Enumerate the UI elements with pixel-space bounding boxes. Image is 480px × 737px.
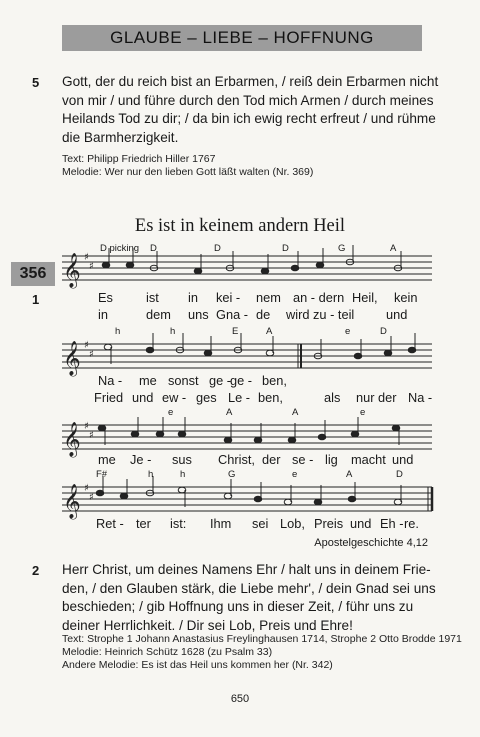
svg-text:♯: ♯	[84, 340, 89, 351]
chord: A	[292, 407, 299, 418]
svg-text:♯: ♯	[89, 261, 94, 272]
svg-text:♯: ♯	[84, 483, 89, 494]
verse-5-number: 5	[32, 75, 40, 90]
chord: E	[232, 326, 239, 337]
chord: D	[282, 243, 289, 254]
lyric: ge -	[230, 373, 253, 388]
lyric: Ret -	[96, 516, 124, 531]
lyric: se -	[292, 452, 314, 467]
lyric: ter	[136, 516, 151, 531]
verse-2-line: Herr Christ, um deines Namens Ehr / halt uns in deinem Frie-	[62, 562, 431, 577]
chord: e	[345, 326, 351, 337]
lyric: Na -	[408, 390, 433, 405]
lyric: re.	[404, 516, 419, 531]
credit-text: Text: Strophe 1 Johann Anastasius Freylinghausen 1714, Strophe 2 Otto Brodde 1971	[62, 633, 462, 645]
lyric: und	[350, 516, 372, 531]
verse-5-line: von mir / und führe durch den Tod mich Armen / durch meines	[62, 92, 434, 108]
hymn-number: 356	[11, 262, 55, 286]
lyric: Eh -	[380, 516, 404, 531]
verse-2-line: deiner Herrlichkeit. / Dir sei Lob, Preis und Ehre!	[62, 617, 353, 633]
lyric: in	[98, 307, 108, 322]
lyric: dem	[146, 307, 171, 322]
lyric: ges	[196, 390, 217, 405]
lyric: in	[188, 290, 198, 305]
lyric: Preis	[314, 516, 344, 531]
chord: h	[180, 469, 186, 480]
chord: G	[228, 469, 236, 480]
svg-text:♯: ♯	[84, 421, 89, 432]
lyric: Fried	[94, 390, 124, 405]
section-title: GLAUBE – LIEBE – HOFFNUNG	[110, 28, 374, 47]
lyric: ge -	[209, 373, 232, 388]
credit-melody: Melodie: Heinrich Schütz 1628 (zu Psalm 33)	[62, 646, 273, 658]
lyric: ben,	[258, 390, 283, 405]
lyric: uns	[188, 307, 209, 322]
chord: e	[360, 407, 366, 418]
verse-5-line: Gott, der du reich bist an Erbarmen, / reiß dein Erbarmen nicht	[62, 74, 439, 89]
stanza-1-number: 1	[32, 292, 40, 307]
lyric: ew -	[162, 390, 187, 405]
lyric: nem	[256, 290, 281, 305]
lyric: als	[324, 390, 341, 405]
lyric: ben,	[262, 373, 287, 388]
verse-2-number: 2	[32, 563, 40, 578]
lyric: ist	[146, 290, 159, 305]
svg-text:♯: ♯	[89, 349, 94, 360]
svg-text:𝄞: 𝄞	[63, 253, 81, 288]
lyric: an - dern	[293, 290, 345, 305]
chord: D	[150, 243, 157, 254]
chord: D picking	[100, 243, 140, 254]
lyric: sei	[252, 516, 269, 531]
svg-text:♯: ♯	[89, 430, 94, 441]
credit-melody: Melodie: Wer nur den lieben Gott läßt walten (Nr. 369)	[62, 166, 314, 178]
lyric: Lob,	[280, 516, 305, 531]
chord: e	[292, 469, 298, 480]
lyric: der	[262, 452, 281, 467]
lyric: me	[98, 452, 116, 467]
chord: A	[226, 407, 233, 418]
scripture-reference: Apostelgeschichte 4,12	[314, 537, 428, 549]
lyric: Christ,	[218, 452, 255, 467]
lyric: Le -	[228, 390, 251, 405]
lyric: und	[132, 390, 154, 405]
svg-text:𝄞: 𝄞	[63, 422, 81, 457]
page-number: 650	[230, 693, 250, 705]
lyric: macht	[351, 452, 386, 467]
chord: h	[115, 326, 121, 337]
lyric: kein	[394, 290, 418, 305]
verse-2-line: den, / den Glauben stärk, die Liebe mehr', / dein Gnad sei uns	[62, 580, 436, 596]
chord: h	[170, 326, 176, 337]
chord: D	[396, 469, 403, 480]
chord: D	[214, 243, 221, 254]
svg-text:♯: ♯	[84, 252, 89, 263]
chord: e	[168, 407, 174, 418]
verse-5-line: Heilands Tod zu dir; / da bin ich ewig recht erfreut / und rühme	[62, 111, 436, 126]
credit-text: Text: Philipp Friedrich Hiller 1767	[62, 153, 216, 165]
lyric: Es	[98, 290, 113, 305]
verse-2-credits	[62, 633, 462, 672]
svg-text:𝄞: 𝄞	[63, 341, 81, 376]
lyric: Ihm	[210, 516, 232, 531]
lyric: sus	[172, 452, 192, 467]
lyric: wird zu - teil	[286, 307, 355, 322]
credit-alt-melody: Andere Melodie: Es ist das Heil uns kommen her (Nr. 342)	[62, 659, 333, 671]
lyric: lig	[325, 452, 338, 467]
chord: A	[390, 243, 397, 254]
lyric: ist:	[170, 516, 187, 531]
lyric: Heil,	[352, 290, 378, 305]
chord: G	[338, 243, 346, 254]
verse-5-line: die Barmherzigkeit.	[62, 129, 179, 145]
chord: A	[266, 326, 273, 337]
lyric: me	[139, 373, 157, 388]
lyric: sonst	[168, 373, 199, 388]
lyric: de	[256, 307, 271, 322]
chord: h	[148, 469, 154, 480]
lyric: Je -	[130, 452, 152, 467]
svg-text:𝄞: 𝄞	[63, 484, 81, 519]
lyric: Na -	[98, 373, 123, 388]
verse-2-text	[62, 561, 442, 635]
chord: F#	[96, 469, 108, 480]
lyric: Gna -	[216, 307, 249, 322]
verse-2-line: beschieden; / gib Hoffnung uns in dieser Zeit, / führ uns zu	[62, 599, 414, 614]
lyric: nur der	[356, 390, 397, 405]
lyric: und	[386, 307, 408, 322]
lyric: und	[392, 452, 414, 467]
hymn-title: Es ist in keinem andern Heil	[134, 216, 346, 236]
svg-text:♯: ♯	[89, 492, 94, 503]
chord: D	[380, 326, 387, 337]
lyric: kei -	[216, 290, 241, 305]
chord: A	[346, 469, 353, 480]
